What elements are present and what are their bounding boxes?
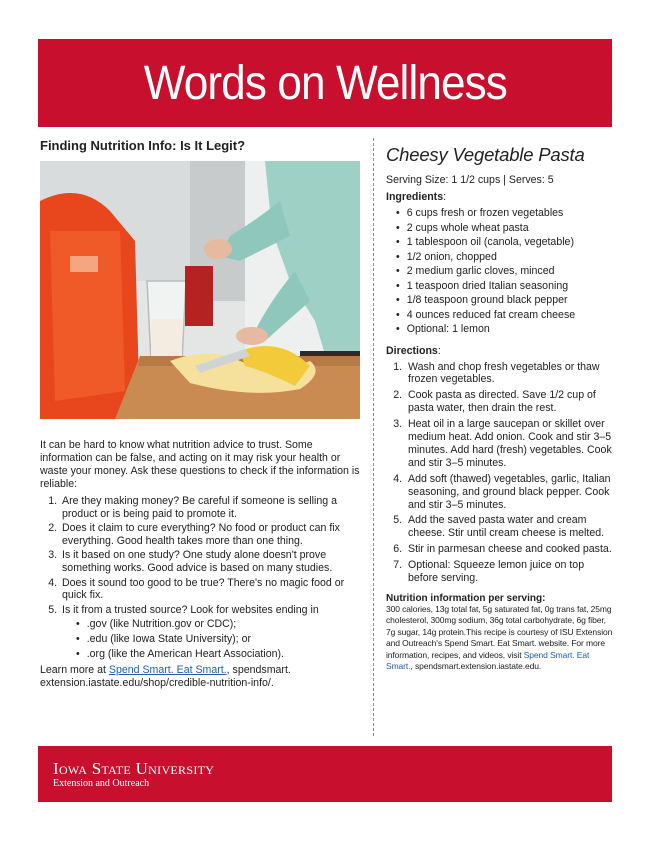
column-divider [373,138,374,736]
recipe-column [386,144,614,672]
article-column [40,138,362,690]
ingredient-item: • 2 cups whole wheat pasta [396,221,614,236]
nutrition-text: 300 calories, 13g total fat, 5g saturated fat, 0g trans fat, 25mg cholesterol, 300mg sodium, 36g total carbohydrate, 6g fiber, 7g sugar, 14g protein.This recipe is courtesy of ISU Extension and Outreach's Spend Smart. Eat Smart. website. For more information, recipes, and videos, visit Spend Smart. Eat Smart., spendsmart.extension.iastate.edu. [386,604,613,672]
ingredient-item: • 6 cups fresh or frozen vegetables [396,206,614,221]
question-item: 4. Does it sound too good to be true? There's no magic food or quick fix. [60,577,362,602]
recipe-site-link[interactable]: Spend Smart. Eat Smart. [386,649,590,672]
reliability-questions [40,495,362,660]
ingredients-heading: Ingredients: [386,191,447,203]
ingredient-item: • 4 ounces reduced fat cream cheese [396,308,614,323]
smoothie-photo [40,161,360,419]
nutrition-heading: Nutrition information per serving: [386,593,546,604]
learn-more: Learn more at Spend Smart. Eat Smart., spendsmart. extension.iastate.edu/shop/credible-nutrition-info/. [40,664,291,690]
question-item: 5. Is it from a trusted source? Look for websites ending in • .gov (like Nutrition.gov or CDC); • .edu (like Iowa State University); or • .org (like the American Heart Association). [60,604,362,660]
header-banner [38,39,612,127]
direction-step: 1. Wash and chop fresh vegetables or thaw frozen vegetables. [405,361,614,387]
article-heading: Finding Nutrition Info: Is It Legit? [40,138,246,153]
directions-heading: Directions: [386,344,441,357]
direction-step: 2. Cook pasta as directed. Save 1/2 cup of pasta water, then drain the rest. [405,389,614,415]
ingredient-item: • 1/8 teaspoon ground black pepper [396,293,614,308]
source-item: • .edu (like Iowa State University); or [74,633,362,646]
newsletter-title: Words on Wellness [143,56,507,110]
isu-logo [53,759,214,789]
question-item: 2. Does it claim to cure everything? No food or product can fix everything. Good health takes more than one thing. [60,522,362,547]
ingredients-list [386,206,614,337]
spend-smart-link[interactable]: Spend Smart. Eat Smart. [108,664,227,677]
direction-step: 6. Stir in parmesan cheese and cooked pasta. [405,543,614,556]
ingredient-item: • Optional: 1 lemon [396,322,614,337]
footer-banner [38,746,612,802]
direction-step: 3. Heat oil in a large saucepan or skillet over medium heat. Add onion. Cook and stir 3–5 minutes. Add hard (fresh) vegetables. Cook and stir 3–5 minutes. [405,418,614,470]
extension-name: Extension and Outreach [53,778,150,789]
direction-step: 7. Optional: Squeeze lemon juice on top before serving. [405,559,614,585]
source-item: • .org (like the American Heart Association). [74,648,362,661]
direction-step: 4. Add soft (thawed) vegetables, garlic, Italian seasoning, and ground black pepper. Cook and stir 3–5 minutes. [405,473,614,512]
ingredient-item: • 2 medium garlic cloves, minced [396,264,614,279]
question-item: 1. Are they making money? Be careful if someone is selling a product or is being paid to promote it. [60,495,362,520]
direction-step: 5. Add the saved pasta water and cream cheese. Stir until cream cheese is melted. [405,514,614,540]
question-item: 3. Is it based on one study? One study alone doesn't prove something works. Good advice is based on many studies. [60,549,362,574]
recipe-title: Cheesy Vegetable Pasta [386,144,585,165]
ingredient-item: • 1/2 onion, chopped [396,250,614,265]
directions-list [386,361,614,586]
ingredient-item: • 1 teaspoon dried Italian seasoning [396,279,614,294]
serving-info: Serving Size: 1 1/2 cups | Serves: 5 [386,174,554,186]
trusted-sources-list [62,618,362,660]
source-item: • .gov (like Nutrition.gov or CDC); [74,618,362,631]
intro-text: It can be hard to know what nutrition advice to trust. Some information can be false, and acting on it may risk your health or waste your money. Ask these questions to check if the information is reliable: [40,439,360,490]
university-name: Iowa State University [53,759,215,778]
ingredient-item: • 1 tablespoon oil (canola, vegetable) [396,235,614,250]
